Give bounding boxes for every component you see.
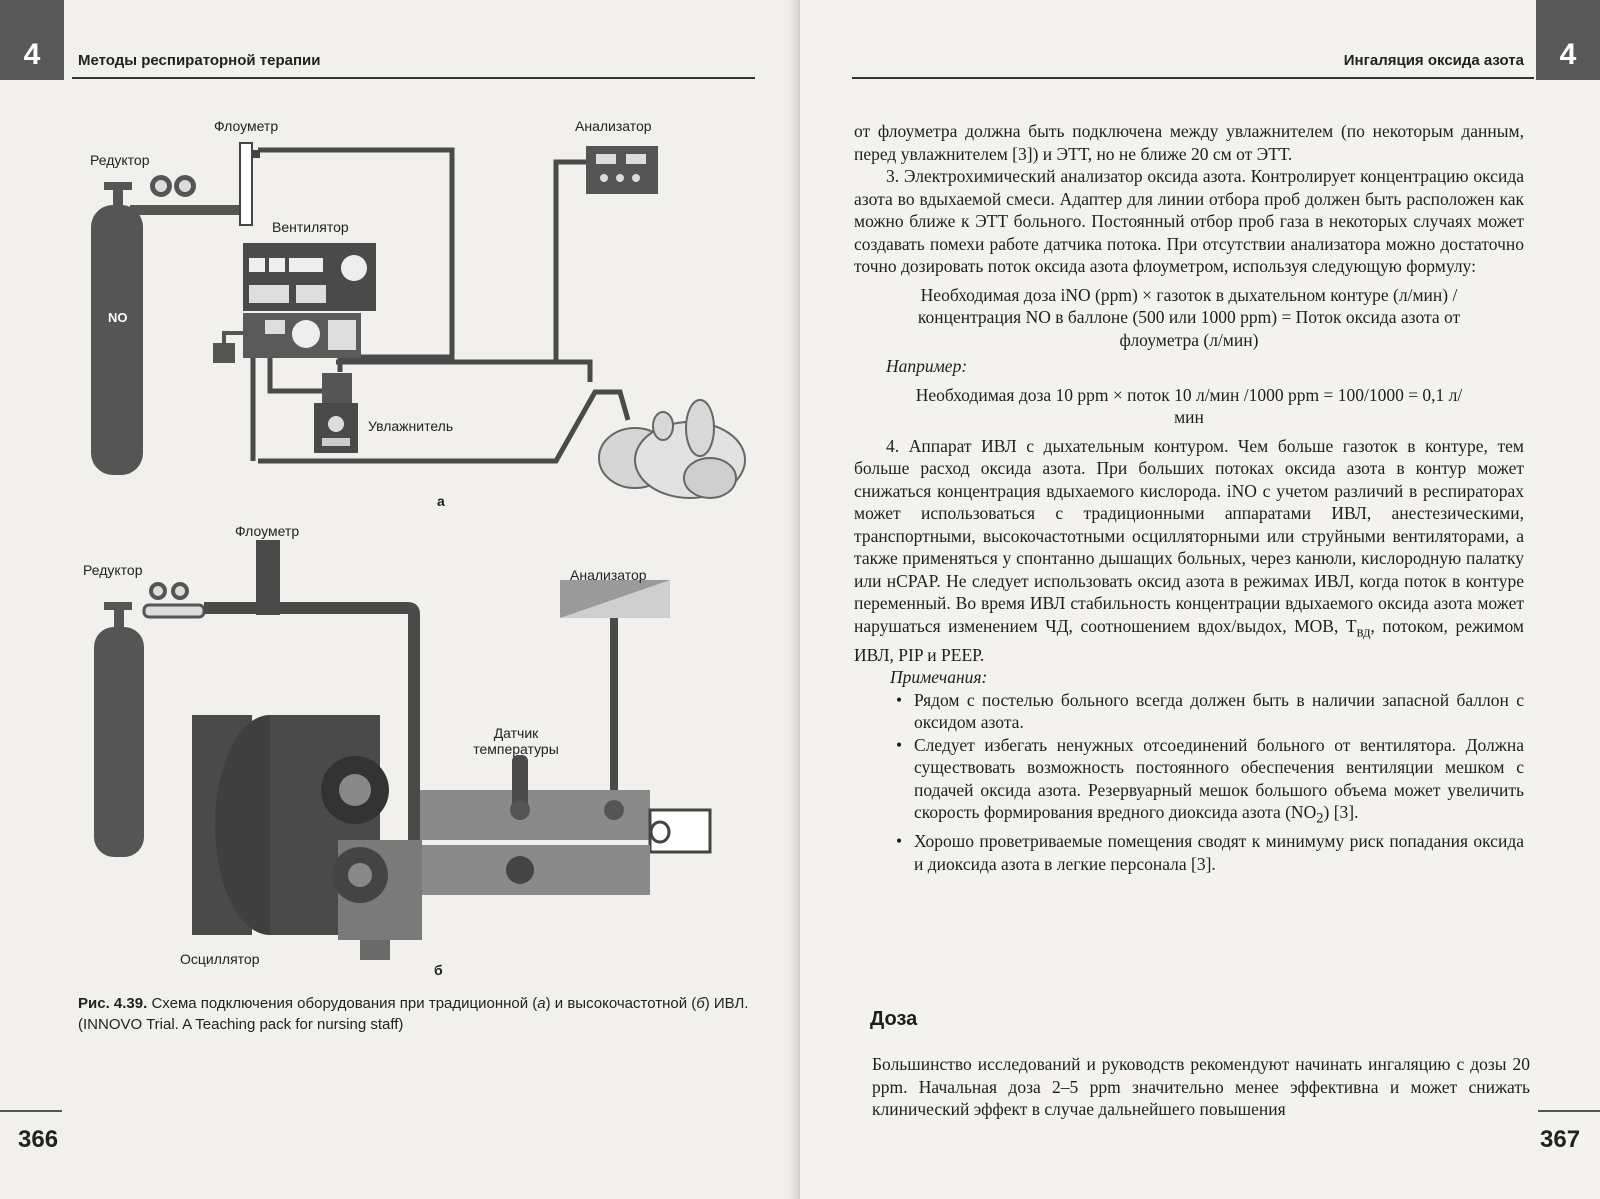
- page-number-left: 366: [18, 1126, 59, 1153]
- caption-b: б: [696, 995, 705, 1012]
- label-temp-sensor-b: Датчик температуры: [473, 725, 559, 757]
- paragraph-3-sub: вд: [1356, 624, 1371, 640]
- label-flowmeter-a: Флоуметр: [214, 118, 279, 134]
- analyzer-b: [560, 580, 670, 808]
- cylinder-b: [94, 602, 144, 857]
- analyzer-a: [586, 146, 658, 194]
- paragraph-3-end: , потоком, режимом ИВЛ, PIP и PEEP.: [854, 615, 1524, 665]
- label-analyzer-a: Анализатор: [575, 118, 652, 134]
- label-oscillator-b: Осциллятор: [180, 951, 260, 967]
- reducer-a: [130, 175, 240, 215]
- formula-1: Необходимая доза iNO (ppm) × газоток в дыхательном контуре (л/мин) / концентрация NO в баллоне (500 или 1000 ppm) = Поток оксида азота от флоуметра (л/мин): [917, 284, 1461, 350]
- note-2-end: ) [3].: [1323, 802, 1359, 822]
- label-reducer-b: Редуктор: [83, 562, 143, 578]
- paragraph-1: от флоуметра должна быть подключена между увлажнителем (по некоторым данным, перед увлажнителем [3]) и ЭТТ, но не ближе 20 см от ЭТТ.: [854, 121, 1524, 164]
- ventilator-a: [213, 243, 376, 363]
- note-2-sub: 2: [1316, 810, 1324, 827]
- figure-b: [0, 510, 800, 980]
- body-text: [854, 120, 1524, 875]
- figure-caption: [78, 993, 758, 1035]
- figure-a: [0, 0, 800, 520]
- caption-text-2: ) и высокочастотной (: [545, 995, 697, 1012]
- humidifier-a: [314, 373, 358, 453]
- caption-number: Рис. 4.39.: [78, 995, 148, 1012]
- section-heading: Доза: [870, 1008, 918, 1030]
- flowmeter-a: [240, 143, 260, 225]
- header-rule: [852, 77, 1534, 79]
- label-flowmeter-b: Флоуметр: [235, 523, 300, 539]
- paragraph-3-text: 4. Аппарат ИВЛ с дыхательным контуром. Чем больше газоток в контуре, тем больше расход оксида азота. При больших потоках оксида азота в контур может снижаться концентрация вдыхаемого кислорода. iNO с учетом различий в респираторах может использоваться с традиционными аппаратами ИВЛ, анестезическими, транспортными, высокочастотными осцилляторными или струйными вентиляторами, а также применяться у спонтанно дышащих больных, через канюли, кислородную палатку или нCPAP. Не следует использовать оксид азота в режимах ИВЛ, когда поток в контуре переменный. Во время ИВЛ стабильность концентрации вдыхаемого оксида азота может нарушаться изменением ЧД, соотношением вдох/выдох, МОВ, Т: [854, 435, 1524, 636]
- cylinder-a: [91, 182, 143, 475]
- oscillator-b: [192, 715, 710, 960]
- label-humidifier-a: Увлажнитель: [368, 418, 454, 434]
- label-reducer-a: Редуктор: [90, 152, 150, 168]
- footer-rule-right: [1538, 1110, 1600, 1112]
- note-item: • Рядом с постелью больного всегда должен быть в наличии запасной баллон с оксидом азота.: [894, 689, 1524, 734]
- note-item: • Хорошо проветриваемые помещения сводят к минимуму риск попадания оксида и диоксида азота в легкие персонала [3].: [894, 830, 1524, 875]
- paragraph-3: [854, 435, 1524, 667]
- caption-a: а: [537, 995, 546, 1012]
- figure-b-sublabel: б: [434, 962, 443, 978]
- cylinder-label-a: NO: [108, 310, 128, 325]
- footer-rule-left: [0, 1110, 62, 1112]
- notes-list: [854, 689, 1524, 876]
- note-2-text: Следует избегать ненужных отсоединений больного от вентилятора. Должна существовать возможность постоянного обеспечения вентиляции мешком с подачей оксида азота. Резервуарный мешок большого объема может увеличить скорость формирования вредного диоксида азота (NO: [914, 734, 1524, 822]
- chapter-number: 4: [23, 38, 41, 71]
- chapter-tab-right: [1536, 0, 1600, 80]
- dose-paragraph: Большинство исследований и руководств рекомендуют начинать ингаляцию с дозы 20 ppm. Начальная доза 2–5 ppm значительно менее эффективна и может снижать клинический эффект в случае дальнейшего повышения: [872, 1054, 1530, 1119]
- label-ventilator-a: Вентилятор: [272, 219, 349, 235]
- caption-text-3: ) ИВЛ. (INNOVO Trial. A Teaching pack for nursing staff): [78, 995, 749, 1033]
- formula-2: Необходимая доза 10 ppm × поток 10 л/мин /1000 ppm = 100/1000 = 0,1 л/мин: [915, 384, 1463, 427]
- note-item: [894, 734, 1524, 831]
- caption-text-1: Схема подключения оборудования при традиционной (: [151, 995, 538, 1012]
- label-analyzer-b: Анализатор: [570, 567, 647, 583]
- reducer-b: [144, 582, 204, 617]
- running-head-right: Ингаляция оксида азота: [1343, 52, 1524, 69]
- infant-a: [599, 400, 745, 498]
- chapter-number: 4: [1559, 38, 1577, 71]
- notes-label: Примечания:: [890, 667, 988, 687]
- example-label: Например:: [886, 356, 968, 376]
- paragraph-2: 3. Электрохимический анализатор оксида азота. Контролирует концентрацию оксида азота во вдыхаемой смеси. Адаптер для линии отбора проб должен быть расположен как можно ближе к ЭТТ больного. Постоянный отбор проб газа в некоторых случаях может создавать помехи работе датчика потока. При отсутствии анализатора можно достаточно точно дозировать поток оксида азота флоуметром, используя следующую формулу:: [854, 166, 1524, 276]
- figure-a-sublabel: а: [437, 493, 445, 509]
- running-head-left: Методы респираторной терапии: [78, 52, 321, 69]
- page-number-right: 367: [1540, 1126, 1581, 1153]
